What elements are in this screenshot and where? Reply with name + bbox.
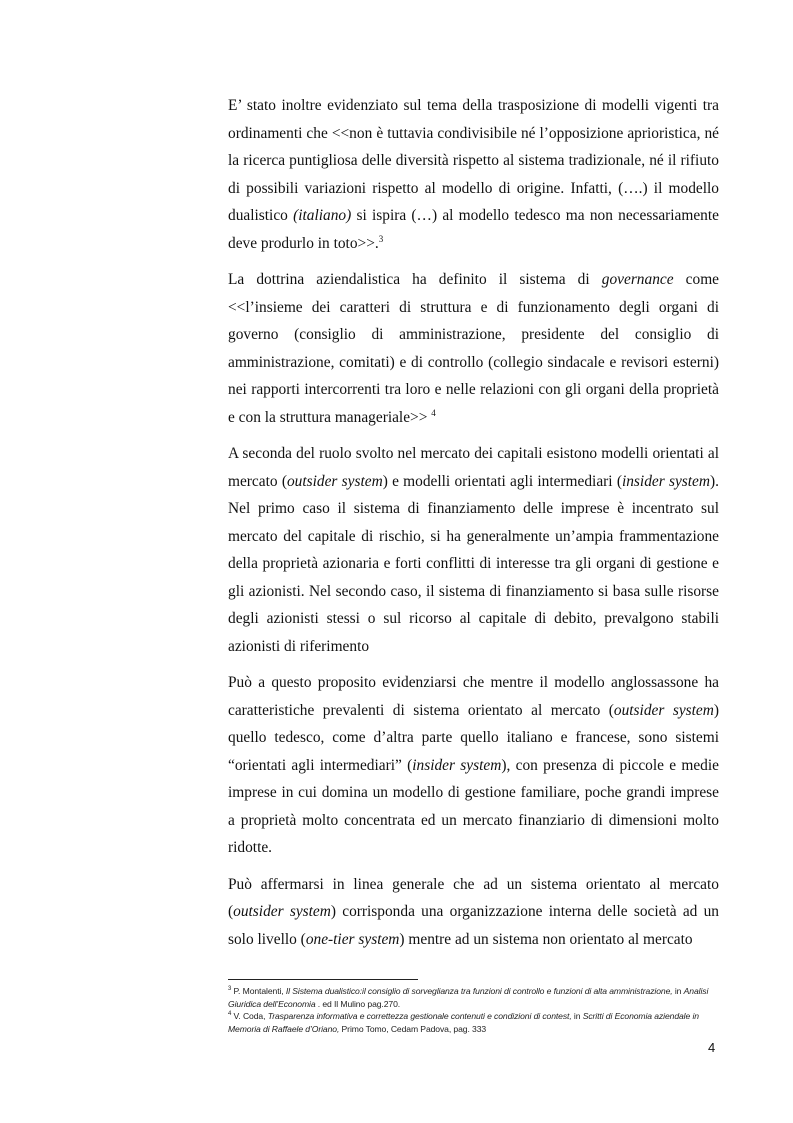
footnotes (228, 985, 728, 1035)
paragraph-1-text: E’ stato inoltre evidenziato sul tema della trasposizione di modelli vigenti tra ordinamenti che <<non è tuttavia condivisibile né l’opposizione aprioristica, né la ricerca puntigliosa delle diversità rispetto al sistema tradizionale, né il rifiuto di possibili variazioni rispetto al modello di origine. Infatti, (….) il modello dualistico (228, 97, 719, 224)
footnote-4-number: 4 (228, 1011, 232, 1018)
footnote-4 (228, 1010, 728, 1035)
paragraph-4-text: Può a questo proposito evidenziarsi che mentre il modello anglossassone ha caratteristiche prevalenti di sistema orientato al mercato ( (228, 674, 719, 719)
paragraph-3-text: A seconda del ruolo svolto nel mercato dei capitali esistono modelli orientati al mercato ( (228, 445, 719, 490)
footnote-3-publisher: . ed Il Mulino pag.270. (315, 998, 401, 1009)
paragraph-1-italic: (italiano) (293, 207, 352, 224)
footnote-4-in: in (571, 1011, 583, 1022)
paragraph-4-italic-2: insider system (412, 756, 502, 774)
footnote-4-title: Trasparenza informativa e correttezza gestionale contenuti e condizioni di contest, (267, 1011, 572, 1022)
footnote-4-publisher: Primo Tomo, Cedam Padova, pag. 333 (339, 1023, 487, 1034)
footnote-3-in: in (672, 986, 684, 996)
footnote-4-author: V. Coda, (231, 1011, 268, 1022)
paragraph-3-text-end: ). Nel primo caso il sistema di finanziamento delle imprese è incentrato sul mercato del capitale di rischio, si ha generalmente un’ampia frammentazione della proprietà azionaria e forti conflitti di interesse tra gli organi di gestione e gli azionisti. Nel secondo caso, il sistema di finanziamento si basa sulle risorse degli azionisti stessi o sul ricorso al capitale di debito, prevalgono stabili azionisti di riferimento (228, 472, 719, 655)
paragraph-5 (228, 871, 719, 954)
paragraph-1 (228, 92, 719, 257)
paragraph-3-italic-2: insider system (621, 472, 711, 490)
paragraph-3-text-mid: ) e modelli orientati agli intermediari ( (382, 472, 622, 490)
page-body (228, 92, 719, 962)
paragraph-4-text-mid: ) quello tedesco, come d’altra parte quello italiano e francese, sono sistemi “orientati agli intermediari” ( (228, 701, 719, 774)
paragraph-4 (228, 669, 719, 862)
paragraph-5-text: Può affermarsi in linea generale che ad un sistema orientato al mercato ( (228, 875, 719, 920)
paragraph-4-italic-1: outsider system (613, 701, 714, 719)
paragraph-5-text-end: ) mentre ad un sistema non orientato al mercato (399, 930, 693, 948)
footnote-3-author: P. Montalenti, (231, 986, 286, 996)
paragraph-3 (228, 440, 719, 660)
footnote-3-journal: Analisi Giuridica dell’Economia (228, 986, 709, 1009)
paragraph-1-text-end: si ispira (…) al modello tedesco ma non necessariamente deve produrlo in toto>>. (228, 207, 719, 252)
paragraph-5-italic-2: one-tier system (305, 930, 400, 948)
footnote-ref-4[interactable]: 4 (431, 407, 436, 418)
footnote-divider (228, 979, 418, 980)
paragraph-4-text-end: ), con presenza di piccole e medie imprese in cui domina un modello di gestione familiare, poche grandi imprese a proprietà molto concentrata ed un mercato finanziario di dimensioni molto ridotte. (228, 756, 719, 856)
footnote-3-number: 3 (228, 986, 232, 993)
paragraph-2-italic: governance (601, 271, 674, 288)
paragraph-5-text-mid: ) corrisponda una organizzazione interna delle società ad un solo livello ( (228, 903, 720, 948)
footnote-3 (228, 985, 728, 1010)
paragraph-2 (228, 266, 719, 431)
paragraph-5-italic-1: outsider system (233, 903, 331, 920)
footnote-ref-3[interactable]: 3 (378, 233, 384, 244)
paragraph-2-text: La dottrina aziendalistica ha definito il sistema di (228, 271, 602, 288)
footnote-3-title: Il Sistema dualistico:il consiglio di sorveglianza tra funzioni di controllo e funzioni di alta amministrazione, (285, 986, 673, 996)
page-number: 4 (708, 1040, 716, 1055)
paragraph-2-text-end: come <<l’insieme dei caratteri di struttura e di funzionamento degli organi di governo (consiglio di amministrazione, presidente del consiglio di amministrazione, comitati) e di controllo (collegio sindacale e revisori esterni) nei rapporti intercorrenti tra loro e nelle relazioni con gli organi della proprietà e con la struttura manageriale>> (228, 271, 719, 426)
footnote-4-collection: Scritti di Economia aziendale in Memoria di Raffaele d’Oriano, (228, 1011, 699, 1034)
paragraph-3-italic-1: outsider system (286, 472, 383, 490)
